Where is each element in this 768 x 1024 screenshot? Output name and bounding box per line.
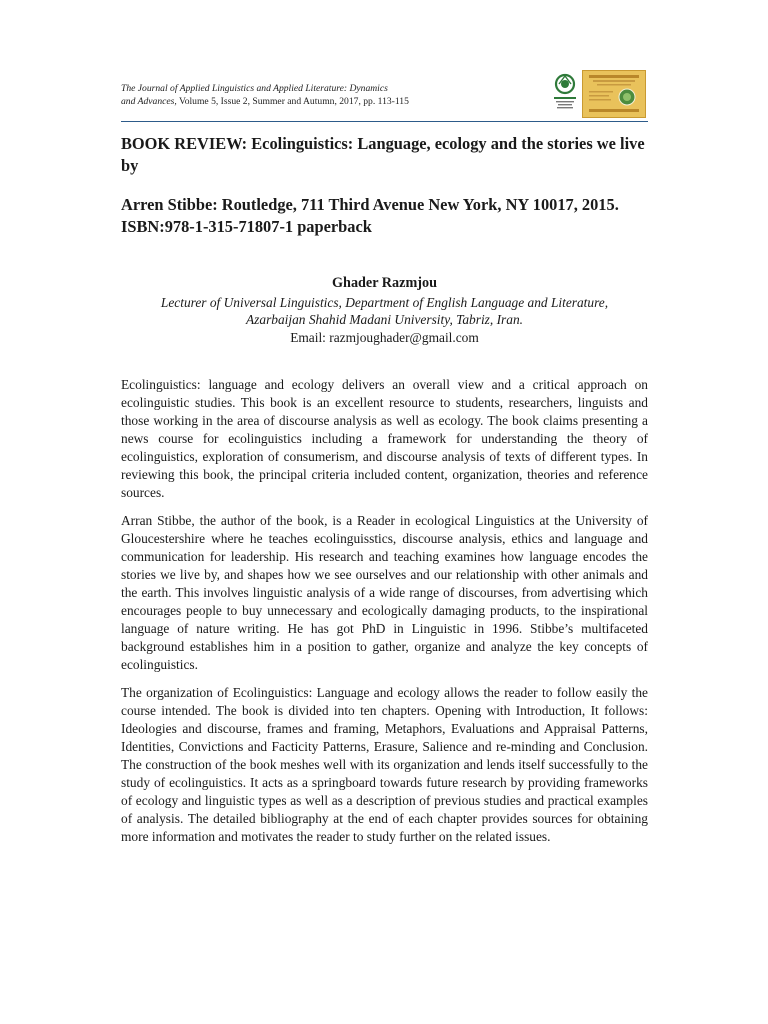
author-affiliation-line1: Lecturer of Universal Linguistics, Department of English Language and Literature,: [160, 294, 609, 310]
journal-logos: [548, 70, 648, 118]
author-email: Email: razmjoughader@gmail.com: [290, 329, 479, 345]
journal-citation: Volume 5, Issue 2, Summer and Autumn, 2017, pp. 113-115: [176, 96, 409, 107]
journal-header: [121, 82, 541, 108]
journal-name-line2: and Advances,: [121, 96, 177, 107]
paragraph: Ecolinguistics: language and ecology delivers an overall view and a critical approach on ecolinguistic studies. This book is an excellent resource to students, researchers, linguists and those working in the area of discourse analysis as well as ecology. The book claims presenting a news course for ecolinguistics including a framework for understanding the theory of ecolinguistics, exploration of consumerism, and discourse analysis of texts of different types. In reviewing this book, the principal criteria included content, organization, theories and reference sources.: [121, 377, 648, 500]
author-block: [121, 275, 648, 346]
header-rule: [121, 121, 648, 122]
paragraph: The organization of Ecolinguistics: Language and ecology allows the reader to follow easily the course intended. The book is divided into ten chapters. Opening with Introduction, It follows: Ideologies and discourse, frames and framing, Metaphors, Evaluations and Appraisal Patterns, Identities, Convictions and Facticity Patterns, Erasure, Salience and re-minding and Conclusion. The construction of the book meshes well with its organization and lends itself successfully to the study of ecolinguistics. It acts as a springboard towards future research by providing frameworks of ecology and linguistic types as well as a description of previous studies and practical examples of analysis. The detailed bibliography at the end of each chapter provides sources for obtaining more information and motivates the reader to study further on the related issues.: [121, 685, 648, 844]
book-citation: Arren Stibbe: Routledge, 711 Third Avenue New York, NY 10017, 2015. ISBN:978-1-315-71807-1 paperback: [121, 195, 619, 236]
review-title: BOOK REVIEW: Ecolinguistics: Language, ecology and the stories we live by: [121, 134, 645, 175]
journal-name-line1: The Journal of Applied Linguistics and Applied Literature: Dynamics: [121, 83, 388, 94]
university-emblem-icon: [550, 72, 580, 116]
journal-cover-icon: [582, 70, 646, 118]
review-body: [121, 376, 648, 856]
author-affiliation-line2: Azarbaijan Shahid Madani University, Tabriz, Iran.: [245, 312, 523, 327]
paragraph: Arran Stibbe, the author of the book, is a Reader in ecological Linguistics at the University of Gloucestershire where he teaches ecolinguisstics, discourse analysis, ethics and language and communication for leadership. His research and teaching examines how language encodes the stories we live by, and shapes how we see ourselves and our relationship with other animals and the earth. This involves linguistic analysis of a wide range of discourses, from advertising which encourages people to buy unnecessary and ecologically damaging products, to the inspirational language of nature writing. He has got PhD in Linguistic in 1996. Stibbe’s multifaceted background establishes him in a position to gather, organize and analyze the key concepts of ecolinguistics.: [121, 513, 648, 672]
author-name: Ghader Razmjou: [332, 275, 437, 291]
